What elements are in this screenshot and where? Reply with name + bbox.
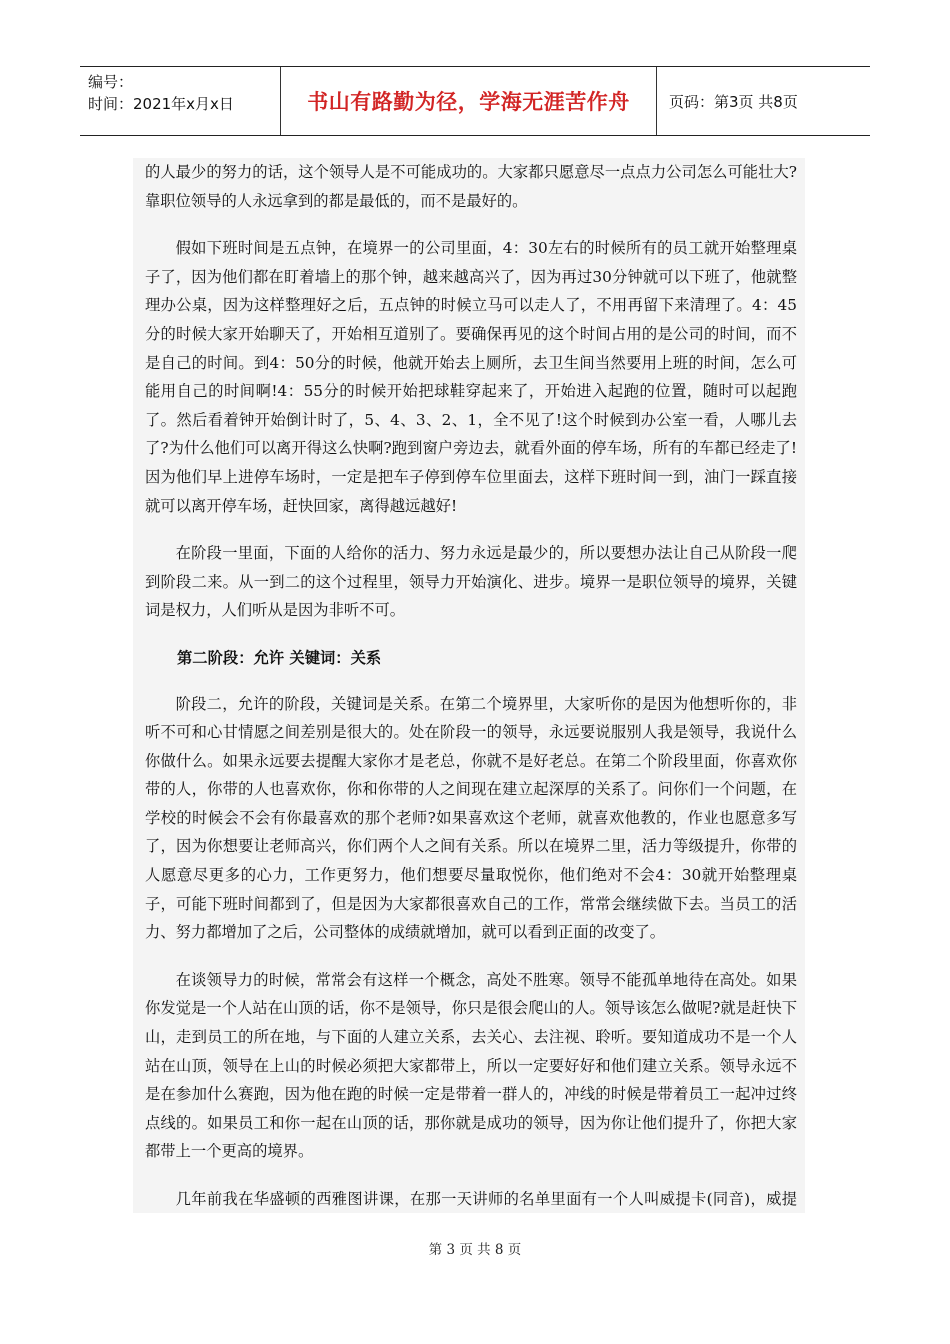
paragraph: 阶段二，允许的阶段，关键词是关系。在第二个境界里，大家听你的是因为他想听你的，非听不可和心甘情愿之间差别是很大的。处在阶段一的领导，永远要说服别人我是领导，我说什么你做什么。如果永远要去提醒大家你才是老总，你就不是好老总。在第二个阶段里面，你喜欢你带的人，你带的人也喜欢你，你和你带的人之间现在建立起深厚的关系了。问你们一个问题，在学校的时候会不会有你最喜欢的那个老师?如果喜欢这个老师，就喜欢他教的，作业也愿意多写了，因为你想要让老师高兴，你们两个人之间有关系。所以在境界二里，活力等级提升，你带的人愿意尽更多的心力，工作更努力，他们想要尽量取悦你，他们绝对不会4：30就开始整理桌子，可能下班时间都到了，但是因为大家都很喜欢自己的工作，常常会继续做下去。当员工的活力、努力都增加了之后，公司整体的成绩就增加，就可以看到正面的改变了。 <box>145 694 797 942</box>
document-body <box>133 158 805 1213</box>
page-footer: 第 3 页 共 8 页 <box>428 1242 522 1258</box>
paragraph: 几年前我在华盛顿的西雅图讲课，在那一天讲师的名单里面有一个人叫威提卡(同音)，威提 <box>175 1190 797 1208</box>
paragraph: 在阶段一里面，下面的人给你的活力、努力永远是最少的，所以要想办法让自己从阶段一爬到阶段二来。从一到二的这个过程里，领导力开始演化、进步。境界一是职位领导的境界，关键词是权力，人们听从是因为非听不可。 <box>145 544 797 620</box>
header-motto: 书山有路勤为径，学海无涯苦作舟 <box>280 67 657 135</box>
header-table <box>80 66 870 136</box>
header-meta <box>80 67 280 135</box>
paragraph: 的人最少的努力的话，这个领导人是不可能成功的。大家都只愿意尽一点点力公司怎么可能壮大?靠职位领导的人永远拿到的都是最低的，而不是最好的。 <box>145 163 797 210</box>
code-label: 编号： <box>88 73 134 91</box>
section-heading: 第二阶段：允许 关键词：关系 <box>177 648 382 667</box>
paragraph: 在谈领导力的时候，常常会有这样一个概念，高处不胜寒。领导不能孤单地待在高处。如果你发觉是一个人站在山顶的话，你不是领导，你只是很会爬山的人。领导该怎么做呢?就是赶快下山，走到员工的所在地，与下面的人建立关系，去关心、去注视、聆听。要知道成功不是一个人站在山顶，领导在上山的时候必须把大家都带上，所以一定要好好和他们建立关系。领导永远不是在参加什么赛跑，因为他在跑的时候一定是带着一群人的，冲线的时候是带着员工一起冲过终点线的。如果员工和你一起在山顶的话，那你就是成功的领导，因为你让他们提升了，你把大家都带上一个更高的境界。 <box>145 970 797 1161</box>
page-indicator: 页码：第3页 共8页 <box>669 92 798 111</box>
time-label: 时间：2021年x月x日 <box>88 95 234 113</box>
paragraph: 假如下班时间是五点钟，在境界一的公司里面，4：30左右的时候所有的员工就开始整理桌子了，因为他们都在盯着墙上的那个钟，越来越高兴了，因为再过30分钟就可以下班了，他就整理办公桌，因为这样整理好之后，五点钟的时候立马可以走人了，不用再留下来清理了。4：45分的时候大家开始聊天了，开始相互道别了。要确保再见的这个时间占用的是公司的时间，而不是自己的时间。到4：50分的时候，他就开始去上厕所，去卫生间当然要用上班的时间，怎么可能用自己的时间啊!4：55分的时候开始把球鞋穿起来了，开始进入起跑的位置，随时可以起跑了。然后看着钟开始倒计时了，5、4、3、2、1，全不见了!这个时候到办公室一看，人哪儿去了?为什么他们可以离开得这么快啊?跑到窗户旁边去，就看外面的停车场，所有的车都已经走了!因为他们早上进停车场时，一定是把车子停到停车位里面去，这样下班时间一到，油门一踩直接就可以离开停车场，赶快回家，离得越远越好! <box>145 239 797 515</box>
